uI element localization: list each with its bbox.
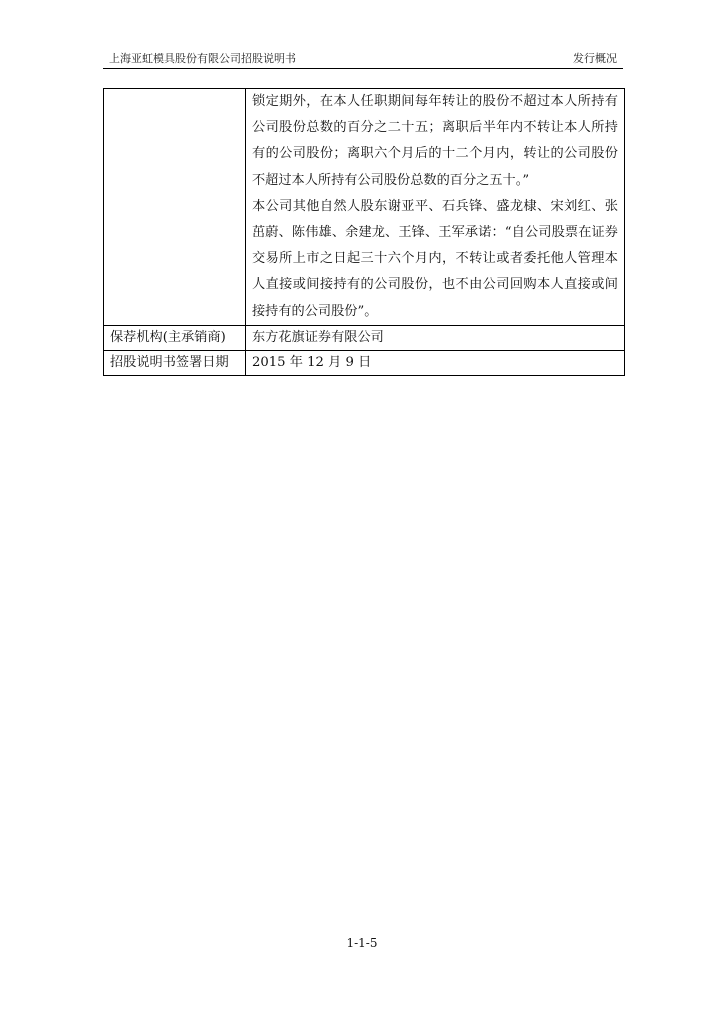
empty-label-cell [104,89,246,326]
signing-date-label: 招股说明书签署日期 [104,350,246,375]
page-header [103,50,623,68]
table-row [104,89,625,326]
table-row [104,325,625,350]
sponsor-value: 东方花旗证券有限公司 [246,325,625,350]
lockup-commitment-cell [246,89,625,326]
lockup-paragraph-director: 锁定期外，在本人任职期间每年转让的股份不超过本人所持有公司股份总数的百分之二十五；离职后半年内不转让本人所持有的公司股份；离职六个月后的十二个月内，转让的公司股份不超过本人所持有公司股份总数的百分之五十。” [252,94,618,188]
table-row [104,350,625,375]
sponsor-label: 保荐机构(主承销商) [104,325,246,350]
signing-date-value: 2015 年 12 月 9 日 [246,350,625,375]
header-divider [103,68,623,69]
offering-info-table [103,88,625,376]
lockup-paragraph-shareholders: 本公司其他自然人股东谢亚平、石兵锋、盛龙棣、宋刘红、张茁蔚、陈伟雄、余建龙、王锋、王军承诺：“自公司股票在证券交易所上市之日起三十六个月内，不转让或者委托他人管理本人直接或间接持有的公司股份，也不由公司回购本人直接或间接持有的公司股份”。 [252,198,618,319]
section-title: 发行概况 [573,52,617,65]
document-title: 上海亚虹模具股份有限公司招股说明书 [109,52,296,65]
page-number: 1-1-5 [346,936,378,950]
